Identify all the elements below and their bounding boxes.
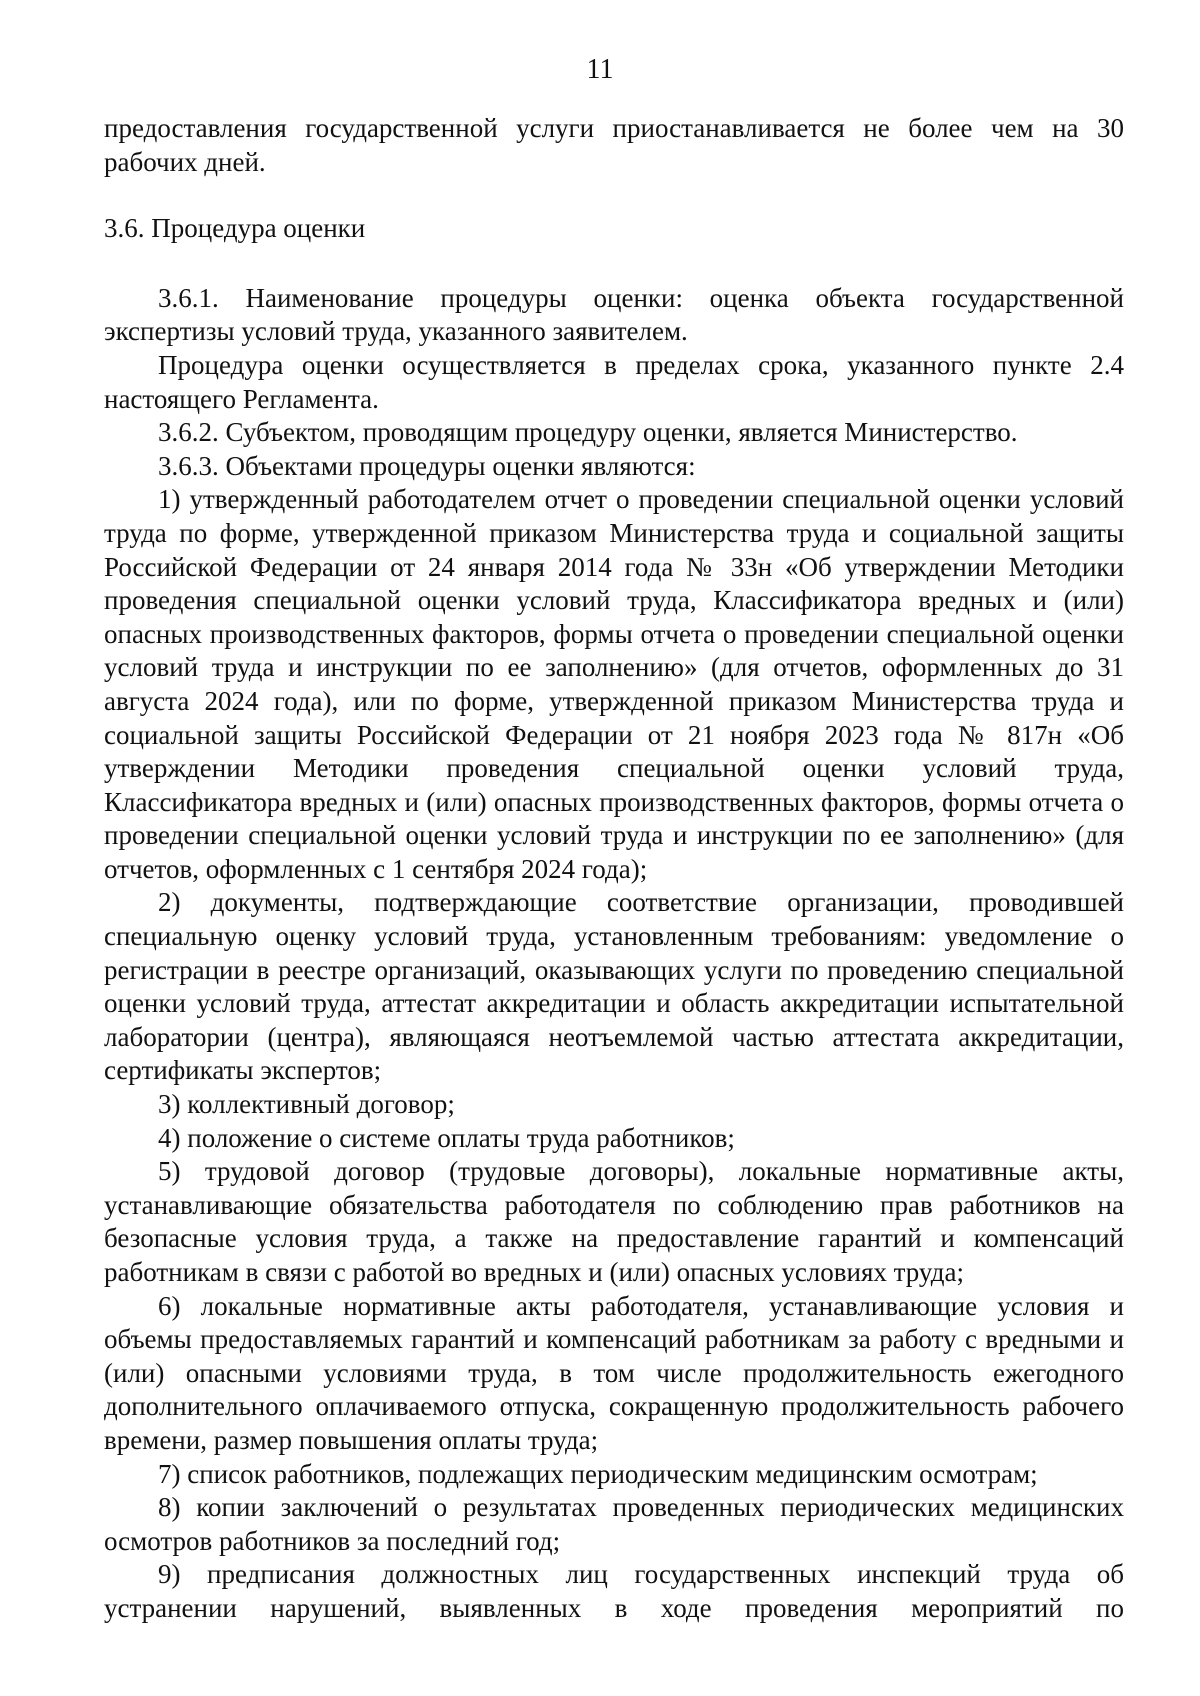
list-item-7: 7) список работников, подлежащих периодическим медицинским осмотрам; [158, 1458, 1038, 1489]
list-item-9: 9) предписания должностных лиц государственных инспекций труда об устранении нарушений, выявленных в ходе проведения мероприятий по [104, 1559, 1124, 1623]
list-item-1: 1) утвержденный работодателем отчет о проведении специальной оценки условий труда по форме, утвержденной приказом Министерства труда и социальной защиты Российской Федерации от 24 января 2014 года № 33н «Об утверждении Методики проведения специальной оценки условий труда, Классификатора вредных и (или) опасных производственных факторов, формы отчета о проведении специальной оценки условий труда и инструкции по ее заполнению» (для отчетов, оформленных до 31 августа 2024 года), или по форме, утвержденной приказом Министерства труда и социальной защиты Российской Федерации от 21 ноября 2023 года № 817н «Об утверждении Методики проведения специальной оценки условий труда, Классификатора вредных и (или) опасных производственных факторов, формы отчета о проведении специальной оценки условий труда и инструкции по ее заполнению» (для отчетов, оформленных с 1 сентября 2024 года); [104, 484, 1124, 884]
paragraph-3-6-3: 3.6.3. Объектами процедуры оценки являются: [158, 450, 696, 481]
page-number: 11 [586, 54, 614, 85]
list-item-2: 2) документы, подтверждающие соответствие организации, проводившей специальную оценку условий труда, установленным требованиям: уведомление о регистрации в реестре организаций, оказывающих услуги по проведению специальной оценки условий труда, аттестат аккредитации и область аккредитации испытательной лаборатории (центра), являющаяся неотъемлемой частью аттестата аккредитации, сертификаты экспертов; [104, 887, 1124, 1086]
list-item-5: 5) трудовой договор (трудовые договоры), локальные нормативные акты, устанавливающие обязательства работодателя по соблюдению прав работников на безопасные условия труда, а также на предоставление гарантий и компенсаций работникам в связи с работой во вредных и (или) опасных условиях труда; [104, 1156, 1124, 1287]
paragraph-3-6-1: 3.6.1. Наименование процедуры оценки: оценка объекта государственной экспертизы условий труда, указанного заявителем. [104, 282, 1124, 347]
list-item-6: 6) локальные нормативные акты работодателя, устанавливающие условия и объемы предоставляемых гарантий и компенсаций работникам за работу с вредными и (или) опасными условиями труда, в том числе продолжительность ежегодного дополнительного оплачиваемого отпуска, сокращенную продолжительность рабочего времени, размер повышения оплаты труда; [104, 1290, 1124, 1455]
list-item-4: 4) положение о системе оплаты труда работников; [158, 1122, 735, 1153]
section-heading: 3.6. Процедура оценки [104, 213, 366, 244]
paragraph-procedure-term: Процедура оценки осуществляется в пределах срока, указанного пункте 2.4 настоящего Регламента. [104, 349, 1124, 414]
document-body [104, 112, 1124, 1626]
list-item-3: 3) коллективный договор; [158, 1089, 455, 1120]
intro-paragraph: предоставления государственной услуги приостанавливается не более чем на 30 рабочих дней. [104, 113, 1124, 177]
paragraph-3-6-2: 3.6.2. Субъектом, проводящим процедуру оценки, является Министерство. [158, 417, 1018, 448]
list-item-8: 8) копии заключений о результатах проведенных периодических медицинских осмотров работников за последний год; [104, 1492, 1124, 1556]
